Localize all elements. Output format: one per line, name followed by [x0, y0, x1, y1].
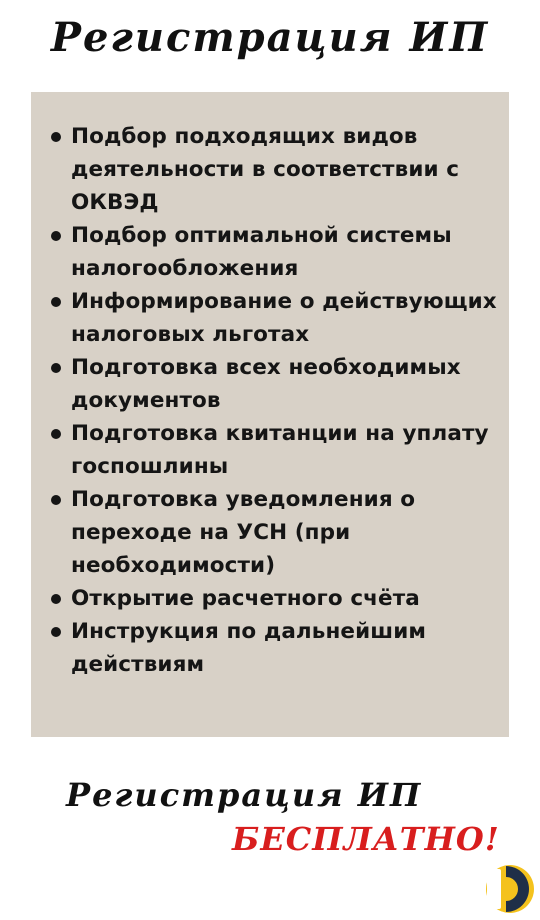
- service-item: [51, 120, 503, 219]
- brand-logo-icon: [484, 863, 536, 915]
- bullet-icon: [51, 429, 61, 439]
- service-item: [51, 483, 503, 582]
- bullet-icon: [51, 627, 61, 637]
- service-item: [51, 351, 503, 417]
- bullet-icon: [51, 594, 61, 604]
- logo-bar: [487, 869, 501, 909]
- service-item: [51, 219, 503, 285]
- service-item: [51, 582, 503, 615]
- service-item-label: Подготовка всех необходимых документов: [71, 355, 461, 413]
- service-item-label: Инструкция по дальнейшим действиям: [71, 619, 427, 677]
- service-item-label: Подготовка уведомления о переходе на УСН (при необходимости): [71, 487, 416, 578]
- service-item: [51, 615, 503, 681]
- footer-title: Регистрация ИП: [66, 776, 423, 814]
- bullet-icon: [51, 297, 61, 307]
- service-item-label: Информирование о действующих налоговых льготах: [71, 289, 497, 347]
- service-item-label: Подбор оптимальной системы налогообложения: [71, 223, 452, 281]
- services-panel: [31, 92, 509, 737]
- bullet-icon: [51, 495, 61, 505]
- page-title: Регистрация ИП: [50, 14, 490, 61]
- service-item-label: Открытие расчетного счёта: [71, 586, 420, 611]
- free-label: БЕСПЛАТНО!: [232, 820, 500, 858]
- bullet-icon: [51, 231, 61, 241]
- service-item: [51, 285, 503, 351]
- service-item-label: Подбор подходящих видов деятельности в соответствии с ОКВЭД: [71, 124, 460, 215]
- services-list: [51, 120, 503, 681]
- bullet-icon: [51, 363, 61, 373]
- service-item-label: Подготовка квитанции на уплату госпошлины: [71, 421, 489, 479]
- service-item: [51, 417, 503, 483]
- bullet-icon: [51, 132, 61, 142]
